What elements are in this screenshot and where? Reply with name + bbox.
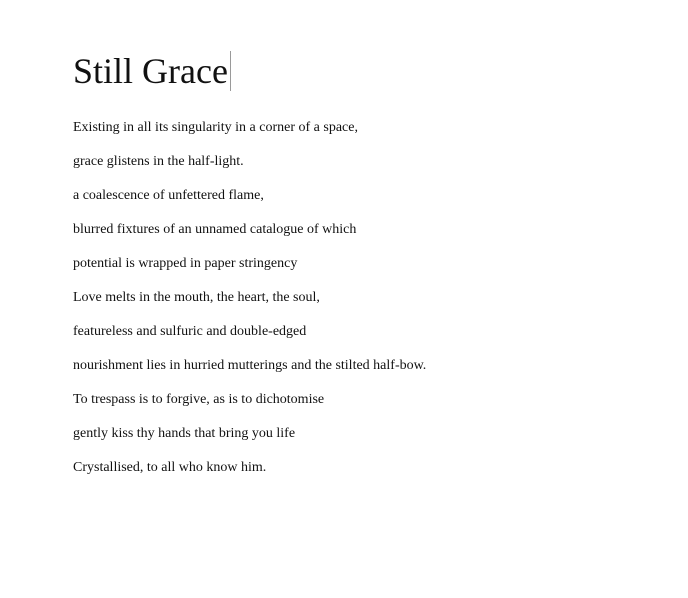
document-body[interactable] — [73, 118, 663, 492]
poem-line: gently kiss thy hands that bring you life — [73, 426, 296, 441]
poem-line: blurred fixtures of an unnamed catalogue of which — [73, 222, 357, 237]
poem-line: To trespass is to forgive, as is to dichotomise — [73, 392, 325, 407]
poem-line: nourishment lies in hurried mutterings and the stilted half-bow. — [73, 358, 427, 373]
title-block[interactable] — [73, 50, 231, 92]
text-cursor — [230, 51, 231, 91]
poem-line: Crystallised, to all who know him. — [73, 460, 267, 475]
poem-line: a coalescence of unfettered flame, — [73, 188, 264, 203]
poem-line: Existing in all its singularity in a corner of a space, — [73, 120, 358, 135]
poem-line: potential is wrapped in paper stringency — [73, 256, 298, 271]
poem-line: grace glistens in the half-light. — [73, 154, 244, 169]
document-title: Still Grace — [73, 51, 228, 91]
poem-line: featureless and sulfuric and double-edged — [73, 324, 307, 339]
poem-line: Love melts in the mouth, the heart, the soul, — [73, 290, 320, 305]
